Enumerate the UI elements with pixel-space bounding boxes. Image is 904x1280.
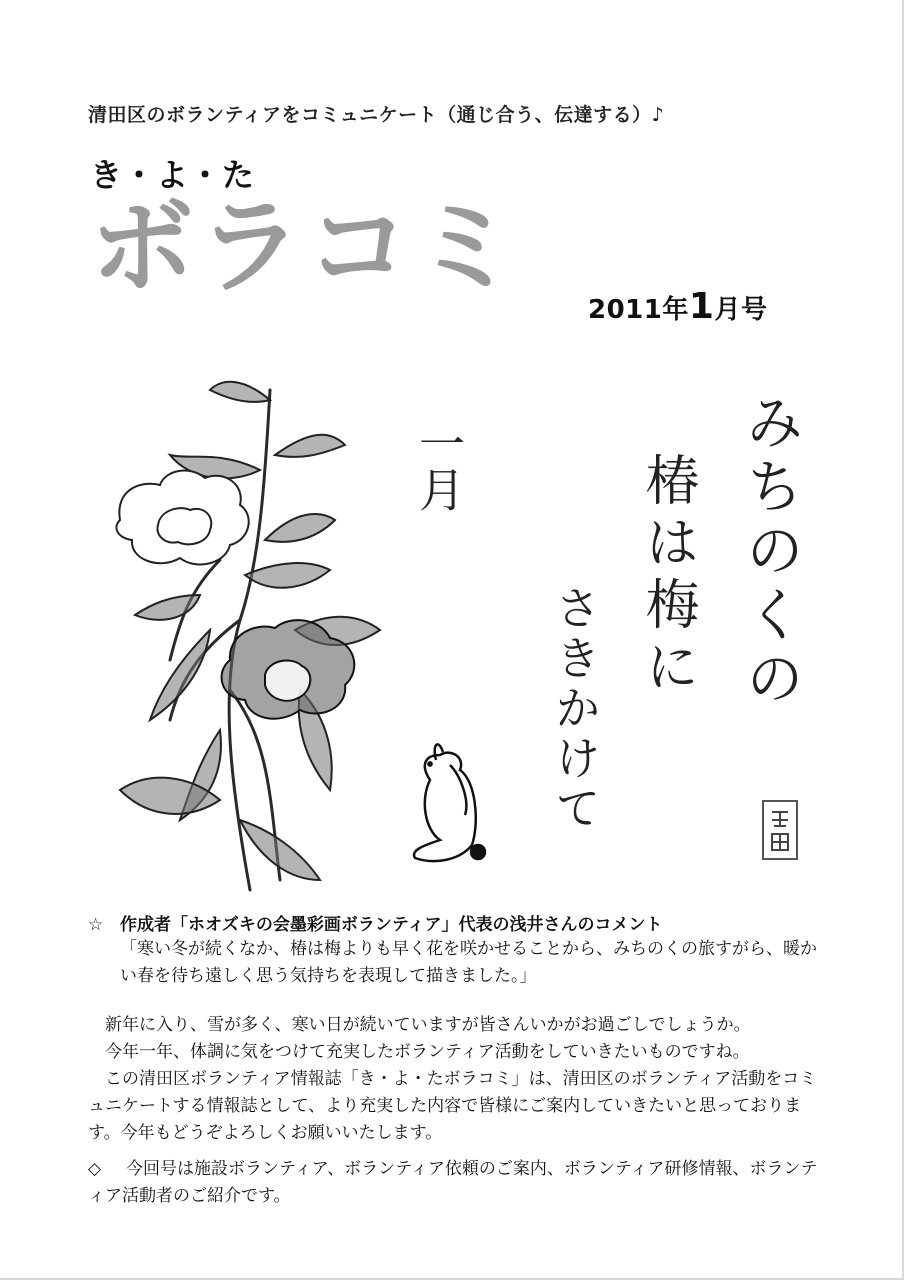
notice-text: 今回号は施設ボランティア、ボランティア依頼のご案内、ボランティア研修情報、ボランティア活動者のご紹介です。 — [88, 1159, 818, 1206]
body-paragraphs — [88, 1012, 818, 1147]
masthead-title: ボラコミ — [90, 186, 523, 308]
body-paragraph-1: 新年に入り、雪が多く、寒い日が続いていますが皆さんいかがお過ごしでしょうか。 — [88, 1015, 751, 1035]
poem-line-2: 椿は梅に — [637, 452, 700, 700]
body-paragraph-3: この清田区ボランティア情報誌「き・よ・たボラコミ」は、清田区のボランティア活動をコミュニケートする情報誌として、より充実した内容で皆様にご案内していきたいと思っております。今年もどうぞよろしくお願いいたします。 — [88, 1069, 817, 1143]
body-paragraph-2: 今年一年、体調に気をつけて充実したボランティア活動をしていきたいものですね。 — [88, 1042, 750, 1062]
artist-seal-stamp — [762, 800, 798, 860]
poem-line-1: みちのくの — [736, 392, 804, 712]
month-calligraphy: 一月 — [412, 420, 466, 512]
series-name: き・よ・た — [90, 156, 256, 194]
issue-suffix: 月号 — [714, 295, 768, 325]
issue-month: 1 — [688, 286, 715, 327]
diamond-bullet-icon: ◇ — [88, 1159, 102, 1179]
comment-heading — [88, 910, 662, 935]
poem-line-3: さきかけて — [548, 584, 602, 834]
rabbit-illustration — [414, 744, 485, 861]
star-bullet-icon: ☆ — [88, 915, 104, 935]
seal-glyph-icon — [768, 806, 792, 854]
comment-quote: 「寒い冬が続くなか、椿は梅よりも早く花を咲かせることから、みちのくの旅すがら、暖かい春を待ち遠しく思う気持ちを表現して描きました。」 — [120, 939, 817, 986]
issue-contents-notice — [88, 1156, 818, 1210]
comment-heading-text: 作成者「ホオズキの会墨彩画ボランティア」代表の浅井さんのコメント — [120, 915, 663, 935]
tagline: 清田区のボランティアをコミュニケート（通じ合う、伝達する）♪ — [88, 104, 665, 126]
issue-year: 2011年 — [588, 295, 689, 325]
issue-label — [588, 286, 767, 327]
